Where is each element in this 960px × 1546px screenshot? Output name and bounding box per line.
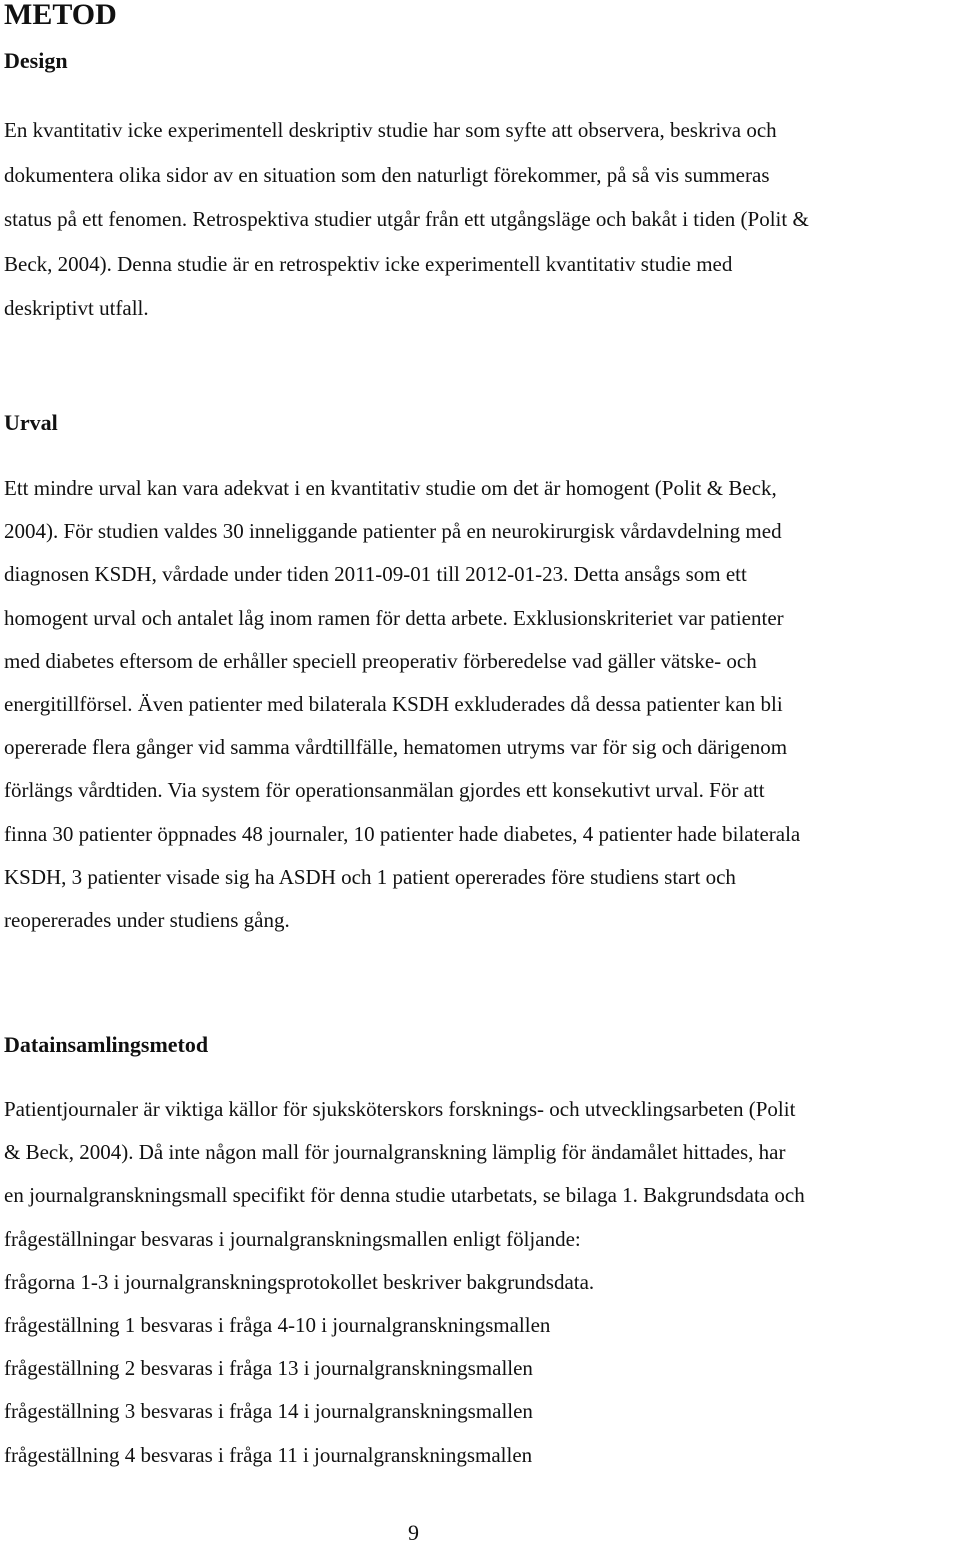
- text-line: förlängs vårdtiden. Via system för operationsanmälan gjordes ett konsekutivt urval. För att: [4, 778, 765, 803]
- text-line: diagnosen KSDH, vårdade under tiden 2011-09-01 till 2012-01-23. Detta ansågs som ett: [4, 562, 747, 587]
- section-urval-paragraph: [4, 467, 960, 942]
- text-line: & Beck, 2004). Då inte någon mall för journalgranskning lämplig för ändamålet hittades, har: [4, 1140, 786, 1165]
- text-line: frågeställning 2 besvaras i fråga 13 i journalgranskningsmallen: [4, 1356, 533, 1381]
- text-line: Beck, 2004). Denna studie är en retrospektiv icke experimentell kvantitativ studie med: [4, 251, 733, 276]
- text-line: en journalgranskningsmall specifikt för denna studie utarbetats, se bilaga 1. Bakgrundsdata och: [4, 1183, 805, 1208]
- section-heading-design: Design: [4, 48, 68, 73]
- text-line: frågeställning 4 besvaras i fråga 11 i journalgranskningsmallen: [4, 1442, 533, 1467]
- text-line: med diabetes eftersom de erhåller speciell preoperativ förberedelse vad gäller vätske- och: [4, 648, 757, 673]
- text-line: frågorna 1-3 i journalgranskningsprotokollet beskriver bakgrundsdata.: [4, 1269, 595, 1294]
- section-heading-datainsamlingsmetod: Datainsamlingsmetod: [4, 1032, 209, 1057]
- text-line: 2004). För studien valdes 30 inneliggande patienter på en neurokirurgisk vårdavdelning med: [4, 519, 782, 544]
- page-number: 9: [408, 1520, 419, 1545]
- text-line: homogent urval och antalet låg inom ramen för detta arbete. Exklusionskriteriet var patienter: [4, 605, 784, 630]
- text-line: dokumentera olika sidor av en situation som den naturligt förekommer, på så vis summeras: [4, 162, 770, 187]
- text-line: status på ett fenomen. Retrospektiva studier utgår från ett utgångsläge och bakåt i tiden (Polit &: [4, 207, 809, 231]
- text-line: frågeställning 3 besvaras i fråga 14 i journalgranskningsmallen: [4, 1399, 533, 1424]
- section-datainsamlingsmetod-paragraph: [4, 1088, 960, 1477]
- section-design-paragraph: [4, 108, 960, 331]
- text-line: opererade flera gånger vid samma vårdtillfälle, hematomen utryms var för sig och därigenom: [4, 735, 788, 760]
- text-line: energitillförsel. Även patienter med bilaterala KSDH exkluderades då dessa patienter kan bli: [4, 692, 783, 717]
- text-line: finna 30 patienter öppnades 48 journaler, 10 patienter hade diabetes, 4 patienter hade bilaterala: [4, 821, 801, 846]
- page-title: METOD: [4, 0, 117, 31]
- text-line: deskriptivt utfall.: [4, 296, 149, 320]
- text-line: frågeställningar besvaras i journalgranskningsmallen enligt följande:: [4, 1226, 581, 1251]
- text-line: reopererades under studiens gång.: [4, 908, 290, 933]
- text-line: Patientjournaler är viktiga källor för sjuksköterskors forsknings- och utvecklingsarbeten (Polit: [4, 1097, 796, 1121]
- text-line: frågeställning 1 besvaras i fråga 4-10 i journalgranskningsmallen: [4, 1313, 551, 1338]
- text-line: En kvantitativ icke experimentell deskriptiv studie har som syfte att observera, beskriva och: [4, 118, 777, 142]
- section-heading-urval: Urval: [4, 410, 58, 435]
- text-line: Ett mindre urval kan vara adekvat i en kvantitativ studie om det är homogent (Polit & Beck,: [4, 476, 777, 500]
- text-line: KSDH, 3 patienter visade sig ha ASDH och 1 patient opererades före studiens start och: [4, 864, 736, 889]
